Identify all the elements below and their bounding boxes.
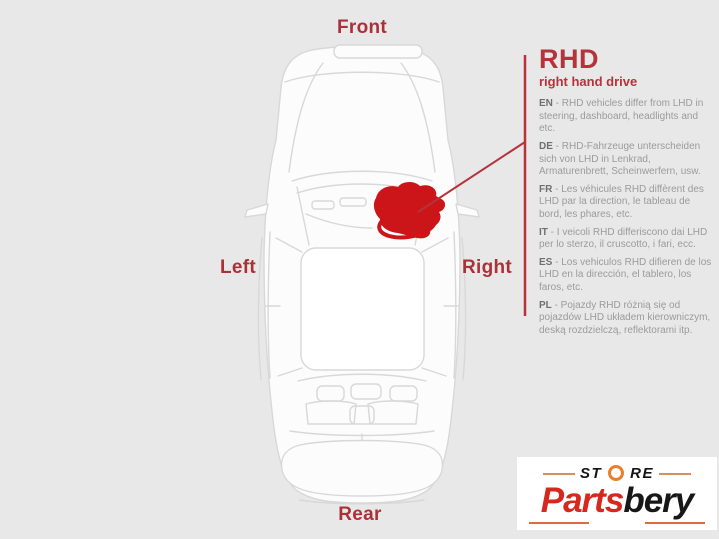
info-title: RHD: [539, 44, 599, 74]
info-entry-de: [539, 141, 713, 179]
entry-text: - Los vehiculos RHD difieren de los LHD en la dirección, el tablero, los faros, etc.: [539, 256, 712, 294]
info-entry-fr: [539, 184, 713, 222]
logo-brand-second: bery: [623, 481, 694, 520]
language-code: ES: [539, 256, 553, 268]
logo-store-prefix: ST: [579, 465, 603, 482]
car-roof: [301, 248, 424, 370]
info-entries: [539, 98, 713, 337]
logo-right-line: [659, 473, 691, 475]
language-code: EN: [539, 98, 553, 110]
partsbery-logo: [517, 457, 717, 530]
logo-wordmark: [541, 483, 694, 518]
rhd-info-box: [539, 46, 713, 342]
logo-brand-first: Parts: [540, 481, 624, 520]
info-entry-en: [539, 98, 713, 136]
language-code: FR: [539, 183, 553, 195]
entry-text: - Les véhicules RHD diffèrent des LHD par la direction, le tableau de bord, les phares, etc.: [539, 183, 704, 221]
label-front: Front: [336, 17, 388, 38]
left-mirror: [245, 204, 268, 217]
right-mirror: [456, 204, 479, 217]
entry-text: - RHD-Fahrzeuge unterscheiden sich von LHD in Lenkrad, Armaturenbrett, Scheinwerfern, usw.: [539, 141, 701, 178]
info-entry-it: [539, 227, 713, 252]
logo-underline-row: [529, 522, 705, 524]
language-code: PL: [539, 299, 552, 311]
entry-text: - Pojazdy RHD różnią się od pojazdów LHD układem kierowniczym, deską rozdzielczą, reflektorami itp.: [539, 299, 711, 336]
logo-bottom-left-line: [529, 522, 589, 524]
logo-orange-ring-icon: [608, 465, 624, 481]
info-subtitle: right hand drive: [539, 74, 638, 89]
logo-store-suffix: RE: [630, 465, 654, 482]
label-rear: Rear: [338, 504, 382, 525]
language-code: IT: [539, 226, 548, 238]
info-entry-pl: [539, 300, 713, 338]
entry-text: - RHD vehicles differ from LHD in steering, dashboard, headlights and etc.: [539, 98, 704, 135]
logo-store-row: [543, 465, 691, 482]
entry-text: - I veicoli RHD differiscono dai LHD per lo sterzo, il cruscotto, i fari, ecc.: [539, 226, 708, 251]
car-trunk-lid: [282, 441, 443, 497]
label-right: Right: [461, 257, 513, 278]
label-left: Left: [219, 257, 257, 278]
car-front-strip: [334, 45, 422, 58]
language-code: DE: [539, 141, 553, 153]
info-entry-es: [539, 257, 713, 295]
logo-left-line: [543, 473, 575, 475]
logo-bottom-right-line: [645, 522, 705, 524]
